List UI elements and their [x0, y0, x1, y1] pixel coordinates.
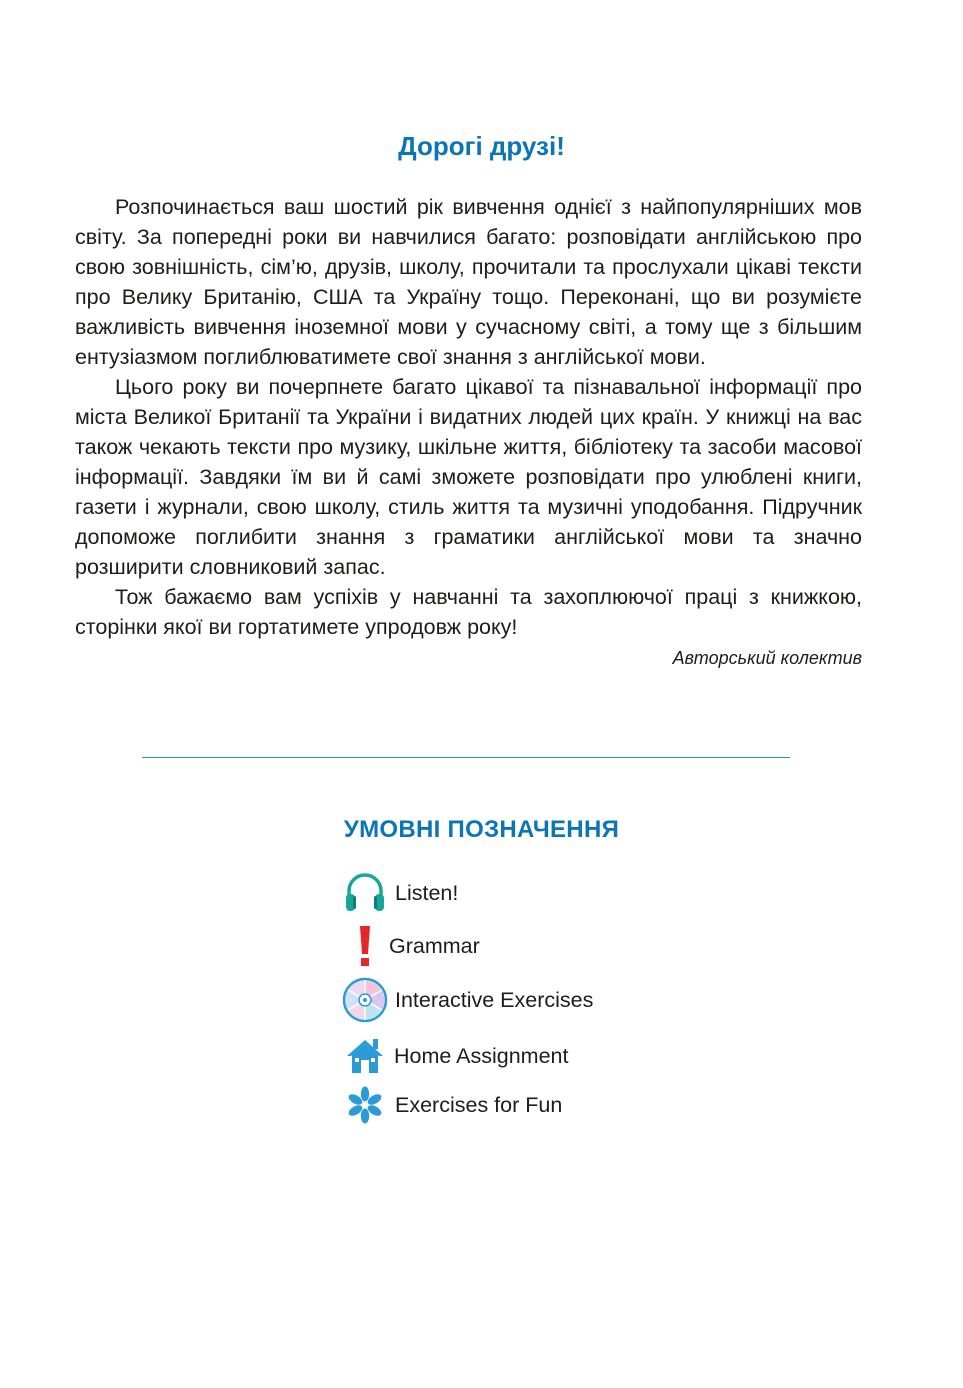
legend-label-grammar: Grammar	[389, 933, 480, 958]
paragraph-1: Розпочинається ваш шостий рік вивчення однієї з найпопулярніших мов світу. За попередні роки ви навчилися багато: розповідати англійською про свою зовнішність, сім’ю, друзів, школу, прочитали та прослухали цікаві тексти про Велику Британію, США та Україну тощо. Переконані, що ви розумієте важливість вивчення іноземної мови у сучасному світі, а тому ще з більшим ентузіазмом поглиблюватимете свої знання з англійської мови.	[75, 195, 862, 369]
legend-label-home: Home Assignment	[394, 1043, 569, 1068]
greeting-text	[75, 192, 862, 672]
legend-item-grammar	[340, 923, 480, 969]
legend-title: УМОВНІ ПОЗНАЧЕННЯ	[343, 816, 620, 843]
paragraph-3: Тож бажаємо вам успіхів у навчанні та захоплюючої праці з книжкою, сторінки якої ви гортатимете упродовж року!	[75, 585, 862, 639]
disc-icon	[340, 977, 390, 1023]
greeting-title: Дорогі друзі!	[398, 131, 565, 161]
legend-label-interactive: Interactive Exercises	[395, 987, 594, 1012]
section-divider	[142, 757, 790, 758]
headphones-icon	[340, 870, 390, 916]
legend-item-fun	[340, 1082, 562, 1128]
legend-label-fun: Exercises for Fun	[395, 1092, 563, 1117]
legend-item-interactive	[340, 977, 593, 1023]
legend-item-listen	[340, 870, 458, 916]
asterisk-icon	[340, 1082, 390, 1128]
exclamation-icon	[340, 923, 390, 969]
house-icon	[340, 1033, 390, 1079]
legend-label-listen: Listen!	[395, 880, 459, 905]
legend-item-home	[340, 1033, 568, 1079]
signature: Авторський колектив	[672, 648, 862, 668]
paragraph-2: Цього року ви почерпнете багато цікавої та пізнавальної інформації про міста Великої Британії та України і видатних людей цих країн. У книжці на вас також чекають тексти про музику, шкільне життя, бібліотеку та засоби масової інформації. Завдяки їм ви й самі зможете розповідати про улюблені книги, газети і журнали, свою школу, стиль життя та музичні уподобання. Підручник допоможе поглибити знання з граматики англійської мови та значно розширити словниковий запас.	[75, 375, 862, 579]
